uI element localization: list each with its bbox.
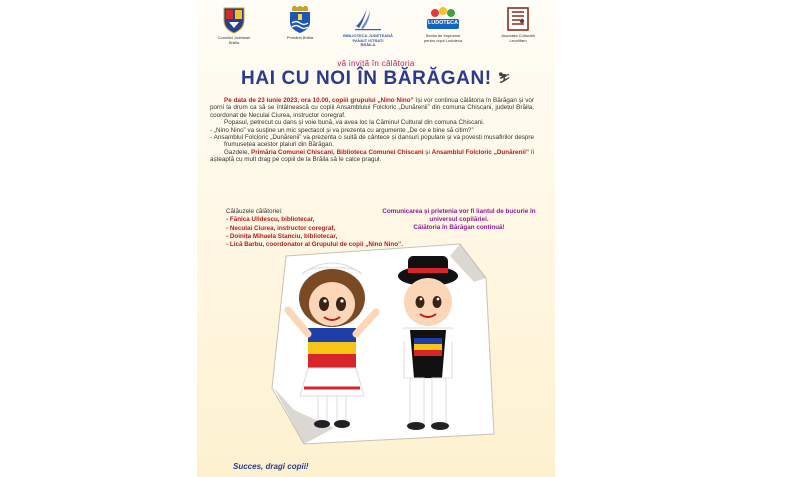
paragraph-text: își vor continua călătoria în Bărăgan și vor porni la drum ca să se întâlnească cu copiii Ansamblului Folcloric „Dunărenii” din comuna Chiscani, județul Brăila, coordonat de Neculai Ciurea, instructor coregraf. [210,97,534,119]
city-crest-icon [288,6,312,34]
guide-item: - Lică Barbu, coordonator al Grupului de copii „Nino Nino”. [226,241,404,249]
invite-line: vă invită în călătoria [337,59,415,68]
logo-caption: Consiliul Județean Brăila [217,35,251,45]
logo-biblioteca-judeteana [337,6,399,48]
paragraph-hosts [210,149,534,164]
closing-line: Succes, dragi copii! [233,462,309,471]
ensemble-name: Ansamblul Folcloric „Dunărenii” [431,148,530,156]
library-logo-icon [353,6,383,32]
logo-caption: Secția de împrumut pentru copii Ludoteca [423,33,463,43]
logo-ludoteca [412,6,474,43]
guide-item: - Doinița Mihaela Stanciu, bibliotecar, [226,232,338,240]
logo-caption: BIBLIOTECA JUDEȚEANĂ PANAIT ISTRATI BRĂILA [343,33,393,48]
guides-heading: Călăuzele călătoriei: [226,208,283,215]
journey-continues-line: Călătoria în Bărăgan continuă! [413,223,505,231]
title-text: HAI CU NOI ÎN BĂRĂGAN! [241,68,492,89]
paragraph-text: Gazdele, [224,148,252,156]
guide-item: - Fănica Ulidescu, bibliotecar, [226,216,315,224]
paragraph-text: îi așteaptă cu mult drag pe copiii de la Brăila să le calce pragul. [210,148,535,164]
guide-item: - Neculai Ciurea, instructor coregraf, [226,224,336,232]
event-description [210,97,534,164]
guides-list [226,208,406,249]
hosts-names: Primăria Comunei Chiscani, Biblioteca Comunei Chiscani [251,148,424,156]
paragraph-text: și [423,148,432,156]
poster-title [197,68,555,90]
friendship-line: Comunicarea și prietenia vor fi liantul de bucurie în universul copilăriei. [382,208,536,223]
event-date: Pe data de 23 iunie 2023, ora 10.00, copiii grupului „Nino Nino” [224,97,414,104]
ludoteca-wordmark: LUDOTECA [428,20,458,26]
event-poster [197,0,555,477]
paragraph-venue: Popasul, petrecut cu dans și voie bună, va avea loc la Căminul Cultural din comuna Chiscani. [224,119,485,127]
logo-primaria-braila [269,6,331,41]
logo-caption: Asociația Culturală Levolifam [501,33,535,43]
coat-of-arms-icon [221,6,247,34]
paragraph-date [210,97,534,119]
skier-icon: ⛷ [497,73,511,84]
partner-logos [197,6,555,58]
logo-caption: Primăria Brăila [286,35,314,40]
children-illustration [264,238,500,450]
ludoteca-logo-icon [426,6,460,32]
paragraph-program-1: - „Nino Nino” va susține un mic spectacol și va prezenta cu argumente „De ce e bine să citim?” [210,126,474,134]
logo-consiliul-judetean [203,6,265,45]
paragraph-program-2: - Ansamblul Folcloric „Dunărenii” va prezenta o suită de cântece și dansuri populare și va povesti musafirilor despre frumusețea acestor plaiuri din Bărăgan. [210,134,534,149]
logo-asociatia-culturala [487,6,549,43]
association-logo-icon [506,6,530,32]
